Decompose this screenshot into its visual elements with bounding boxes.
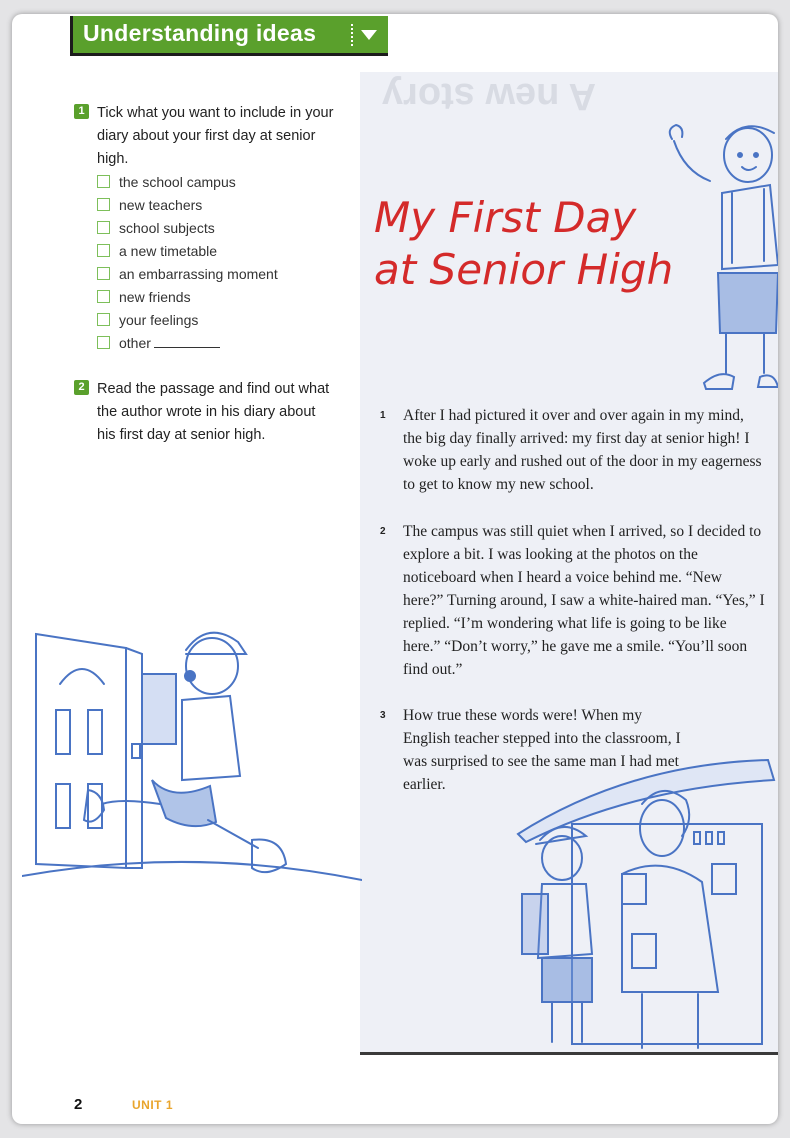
page-number: 2 bbox=[74, 1096, 83, 1113]
section-banner bbox=[70, 16, 388, 56]
section-title: Understanding ideas bbox=[83, 20, 317, 46]
checklist-item[interactable]: new friends bbox=[97, 286, 334, 309]
checklist-item[interactable]: school subjects bbox=[97, 217, 334, 240]
paragraph-text: The campus was still quiet when I arrived, so I decided to explore a bit. I was looking at the photos on the noticeboard when I heard a voice behind me. “New here?” Turning around, I saw a white-haired man. “Yes,” I replied. “I’m wondering what life is going to be like here.” “Don’t worry,” he gave me a smile. “You’ll soon find out.” bbox=[403, 523, 765, 678]
checklist-item[interactable]: the school campus bbox=[97, 171, 334, 194]
paragraph-1 bbox=[380, 404, 766, 496]
task-2-instruction: Read the passage and find out what the author wrote in his diary about his first day at senior high. bbox=[97, 381, 330, 443]
checkbox-icon[interactable] bbox=[97, 313, 110, 326]
unit-label: UNIT 1 bbox=[132, 1098, 174, 1112]
paragraph-text: How true these words were! When my English teacher stepped into the classroom, I was surprised to see the same man I had met earlier. bbox=[403, 707, 681, 793]
checklist bbox=[74, 171, 334, 355]
task-1-instruction: Tick what you want to include in your diary about your first day at senior high. bbox=[97, 105, 334, 167]
paragraph-number: 3 bbox=[380, 710, 386, 721]
checkbox-icon[interactable] bbox=[97, 336, 110, 349]
paragraph-number: 1 bbox=[380, 410, 386, 421]
task-number-badge: 2 bbox=[74, 380, 89, 395]
checkbox-icon[interactable] bbox=[97, 267, 110, 280]
checklist-item[interactable]: your feelings bbox=[97, 309, 334, 332]
checklist-item[interactable]: new teachers bbox=[97, 194, 334, 217]
task-1 bbox=[74, 102, 334, 355]
checklist-item[interactable]: an embarrassing moment bbox=[97, 263, 334, 286]
checklist-item[interactable]: other bbox=[97, 332, 334, 355]
checkbox-icon[interactable] bbox=[97, 198, 110, 211]
checkbox-icon[interactable] bbox=[97, 290, 110, 303]
passage-title-line-2: at Senior High bbox=[374, 245, 674, 294]
task-number-badge: 1 bbox=[74, 104, 89, 119]
task-2 bbox=[74, 378, 334, 447]
boy-waving-illustration bbox=[652, 109, 778, 394]
dropdown-arrow-icon bbox=[361, 30, 377, 40]
fill-in-blank-line[interactable] bbox=[154, 347, 220, 348]
passage-title bbox=[374, 192, 673, 296]
ghost-text-show-through: A new story bbox=[382, 75, 596, 117]
paragraph-2 bbox=[380, 520, 766, 681]
checklist-item[interactable]: a new timetable bbox=[97, 240, 334, 263]
banner-divider bbox=[351, 24, 353, 46]
passage-title-line-1: My First Day bbox=[374, 193, 637, 242]
paragraph-number: 2 bbox=[380, 526, 386, 537]
boy-leaving-door-illustration bbox=[22, 614, 362, 904]
checkbox-icon[interactable] bbox=[97, 221, 110, 234]
boy-meets-teacher-illustration bbox=[502, 754, 778, 1049]
textbook-page bbox=[12, 14, 778, 1124]
paragraph-text: After I had pictured it over and over again in my mind, the big day finally arrived: my first day at senior high! I woke up early and rushed out of the door in my eagerness to get to know my new school. bbox=[403, 407, 762, 493]
checkbox-icon[interactable] bbox=[97, 175, 110, 188]
checkbox-icon[interactable] bbox=[97, 244, 110, 257]
